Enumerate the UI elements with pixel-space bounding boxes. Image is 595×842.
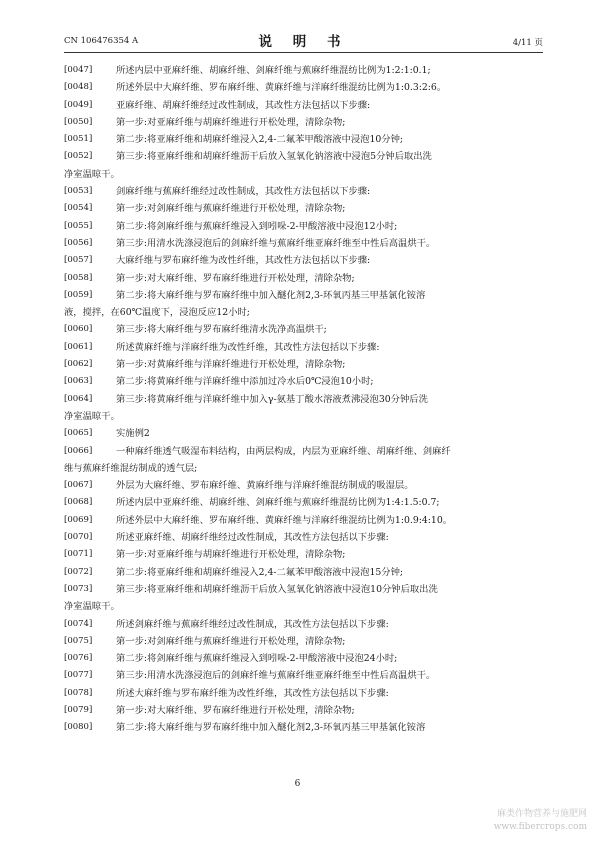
paragraph-text: 第一步:对剑麻纤维与蕉麻纤维进行开松处理，清除杂物;: [116, 635, 346, 647]
paragraph: [64, 339, 535, 356]
paragraph-text: 亚麻纤维、胡麻纤维经过改性制成，其改性方法包括以下步骤:: [116, 99, 371, 111]
patent-number: CN 106476354 A: [64, 36, 139, 46]
paragraph-text: 外层为大麻纤维、罗布麻纤维、黄麻纤维与洋麻纤维混纺制成的吸湿层。: [116, 480, 414, 492]
paragraph-number: [0051]: [64, 134, 93, 145]
paragraph-number: [0065]: [64, 428, 93, 439]
paragraph-text: 所述大麻纤维与罗布麻纤维为改性纤维，其改性方法包括以下步骤:: [116, 687, 389, 699]
paragraph-number: [0054]: [64, 203, 93, 214]
paragraph-number: [0070]: [64, 532, 93, 543]
paragraph: [64, 373, 535, 390]
document-title: 说 明 书: [258, 34, 349, 50]
paragraph-text: 第二步:将剑麻纤维与蕉麻纤维浸入到吲哚-2-甲酸溶液中浸泡12小时;: [116, 220, 398, 232]
paragraph-text: 第二步:将亚麻纤维和胡麻纤维浸入2,4-二氟苯甲酸溶液中浸泡10分钟;: [116, 134, 404, 146]
paragraph-number: [0062]: [64, 359, 93, 370]
paragraph-text: 所述内层中亚麻纤维、胡麻纤维、剑麻纤维与蕉麻纤维混纺比例为1:4:1.5:0.7;: [116, 497, 440, 509]
paragraph-text: 第一步:对亚麻纤维与胡麻纤维进行开松处理，清除杂物;: [116, 549, 346, 561]
watermark-url: www.fibercrops.com: [493, 822, 587, 832]
paragraph: [64, 685, 535, 702]
paragraph-number: [0066]: [64, 445, 93, 456]
paragraph: [64, 702, 535, 719]
paragraph-number: [0061]: [64, 341, 93, 352]
paragraph-text: 第三步:用清水洗涤浸泡后的剑麻纤维与蕉麻纤维亚麻纤维至中性后高温烘干。: [116, 237, 436, 249]
paragraph-text: 一种麻纤维透气吸湿布料结构，由两层构成，内层为亚麻纤维、胡麻纤维、剑麻纤: [116, 445, 451, 457]
paragraph-number: [0047]: [64, 65, 93, 75]
paragraph-number: [0056]: [64, 237, 93, 248]
paragraph-text: 所述剑麻纤维与蕉麻纤维经过改性制成，其改性方法包括以下步骤:: [116, 618, 389, 630]
paragraph-text: 大麻纤维与罗布麻纤维为改性纤维，其改性方法包括以下步骤:: [116, 255, 371, 267]
paragraph-number: [0075]: [64, 635, 93, 646]
paragraph-number: [0072]: [64, 566, 93, 577]
paragraph: [64, 79, 535, 96]
paragraph-number: [0077]: [64, 670, 93, 681]
paragraph-number: [0068]: [64, 497, 93, 508]
paragraph-number: [0074]: [64, 618, 93, 629]
paragraph-number: [0073]: [64, 583, 93, 594]
paragraph-number: [0078]: [64, 687, 93, 698]
paragraph-number: [0064]: [64, 393, 93, 404]
paragraph: [64, 183, 535, 200]
paragraph: [64, 564, 535, 581]
paragraph: [64, 443, 535, 478]
paragraph-text: 第三步:用清水洗涤浸泡后的剑麻纤维与蕉麻纤维亚麻纤维至中性后高温烘干。: [116, 670, 436, 682]
paragraph: [64, 546, 535, 563]
paragraph-continuation: 净室温晾干。: [64, 410, 120, 422]
watermark: [494, 808, 587, 834]
paragraph: [64, 131, 535, 148]
paragraph: [64, 200, 535, 217]
watermark-title: 麻类作物营养与施肥网: [496, 809, 587, 819]
paragraph: [64, 391, 535, 426]
paragraph-number: [0057]: [64, 255, 93, 266]
paragraph: [64, 287, 535, 322]
paragraph-number: [0059]: [64, 289, 93, 300]
paragraph-number: [0052]: [64, 151, 93, 162]
paragraph-number: [0050]: [64, 116, 93, 127]
paragraph: [64, 114, 535, 131]
paragraph: [64, 529, 535, 546]
paragraph-text: 所述内层中亚麻纤维、胡麻纤维、剑麻纤维与蕉麻纤维混纺比例为1:2:1:0.1;: [116, 65, 431, 76]
document-header: [64, 30, 543, 53]
paragraph-number: [0069]: [64, 514, 93, 525]
paragraph-text: 第二步:将大麻纤维与罗布麻纤维中加入醚化剂2,3-环氧丙基三甲基氯化铵溶: [116, 722, 426, 734]
paragraph: [64, 581, 535, 616]
paragraph-text: 所述外层中大麻纤维、罗布麻纤维、黄麻纤维与洋麻纤维混纺比例为1:0.3:2:6。: [116, 82, 447, 94]
paragraph-number: [0076]: [64, 653, 93, 664]
paragraph-text: 第一步:对大麻纤维、罗布麻纤维进行开松处理，清除杂物;: [116, 272, 355, 284]
paragraph: [64, 62, 535, 79]
paragraph-continuation: 维与蕉麻纤维混纺制成的透气层;: [64, 462, 198, 474]
paragraph-text: 剑麻纤维与蕉麻纤维经过改性制成，其改性方法包括以下步骤:: [116, 186, 371, 198]
paragraph: [64, 425, 535, 442]
paragraph-text: 所述黄麻纤维与洋麻纤维为改性纤维，其改性方法包括以下步骤:: [116, 341, 380, 353]
paragraph-number: [0079]: [64, 704, 93, 715]
paragraph-number: [0063]: [64, 376, 93, 387]
paragraph: [64, 321, 535, 338]
paragraph-text: 第三步:将黄麻纤维与洋麻纤维中加入γ-氨基丁酸水溶液煮沸浸泡30分钟后洗: [116, 393, 428, 405]
paragraph: [64, 97, 535, 114]
paragraph-text: 第一步:对剑麻纤维与蕉麻纤维进行开松处理，清除杂物;: [116, 203, 346, 215]
paragraph: [64, 512, 535, 529]
paragraph-number: [0058]: [64, 272, 93, 283]
paragraph-text: 第三步:将大麻纤维与罗布麻纤维清水洗净高温烘干;: [116, 324, 327, 336]
paragraph-number: [0055]: [64, 220, 93, 231]
paragraph-text: 第二步:将黄麻纤维与洋麻纤维中添加过冷水后0℃浸泡10小时;: [116, 376, 374, 388]
page-indicator: 4/11 页: [512, 38, 543, 48]
paragraph-text: 所述亚麻纤维、胡麻纤维经过改性制成，其改性方法包括以下步骤:: [116, 532, 389, 544]
paragraph-continuation: 净室温晾干。: [64, 168, 120, 180]
paragraph-text: 第三步:将亚麻纤维和胡麻纤维沥干后放入氢氧化钠溶液中浸泡10分钟后取出洗: [116, 583, 438, 595]
paragraph-text: 第一步:对黄麻纤维与洋麻纤维进行开松处理，清除杂物;: [116, 359, 346, 371]
paragraph-text: 第一步:对亚麻纤维与胡麻纤维进行开松处理，清除杂物;: [116, 116, 346, 128]
page-number: 6: [294, 779, 301, 789]
paragraph-continuation: 液，搅拌，在60℃温度下，浸泡反应12小时;: [64, 307, 250, 319]
document-body: [64, 62, 535, 737]
paragraph: [64, 616, 535, 633]
paragraph: [64, 650, 535, 667]
paragraph-text: 所述外层中大麻纤维、罗布麻纤维、黄麻纤维与洋麻纤维混纺比例为1:0.9:4:10。: [116, 514, 453, 526]
paragraph: [64, 252, 535, 269]
paragraph-text: 第二步:将亚麻纤维和胡麻纤维浸入2,4-二氟苯甲酸溶液中浸泡15分钟;: [116, 566, 404, 578]
paragraph: [64, 218, 535, 235]
paragraph-text: 第一步:对大麻纤维、罗布麻纤维进行开松处理，清除杂物;: [116, 704, 355, 716]
paragraph: [64, 148, 535, 183]
paragraph-number: [0071]: [64, 549, 93, 560]
paragraph-text: 第三步:将亚麻纤维和胡麻纤维沥干后放入氢氧化钠溶液中浸泡5分钟后取出洗: [116, 151, 432, 163]
paragraph: [64, 235, 535, 252]
paragraph: [64, 494, 535, 511]
paragraph-text: 第二步:将大麻纤维与罗布麻纤维中加入醚化剂2,3-环氧丙基三甲基氯化铵溶: [116, 289, 426, 301]
paragraph: [64, 356, 535, 373]
paragraph-text: 第二步:将剑麻纤维与蕉麻纤维浸入到吲哚-2-甲酸溶液中浸泡24小时;: [116, 653, 398, 665]
paragraph: [64, 633, 535, 650]
paragraph-number: [0060]: [64, 324, 93, 335]
paragraph-number: [0049]: [64, 99, 93, 110]
paragraph: [64, 667, 535, 684]
paragraph: [64, 719, 535, 736]
paragraph: [64, 477, 535, 494]
paragraph-text: 实施例2: [116, 428, 150, 440]
paragraph-number: [0067]: [64, 480, 93, 491]
paragraph-continuation: 净室温晾干。: [64, 601, 120, 613]
paragraph: [64, 270, 535, 287]
paragraph-number: [0080]: [64, 722, 93, 733]
paragraph-number: [0053]: [64, 186, 93, 197]
paragraph-number: [0048]: [64, 82, 93, 93]
